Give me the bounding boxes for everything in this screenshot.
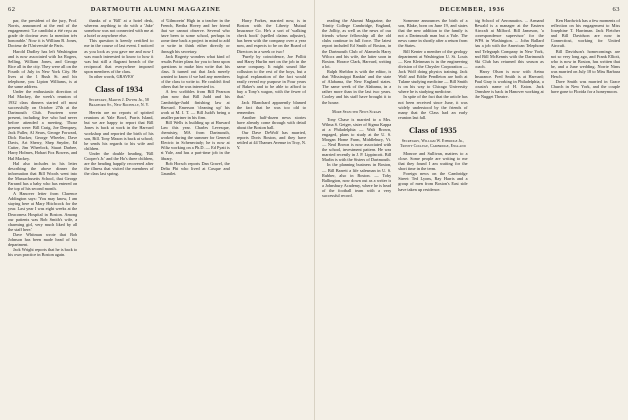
paragraph: In other words, GRAVES': [89, 74, 134, 80]
paragraph: par, the president of the jury, Prof. Norris, announced at the end of the engagement: 'Le candidat a été reçu au grade de docteur avec la mention très honorable.' Now it is William B. Jones, Docteur de l'Université de Paris.: [8, 18, 78, 49]
paragraph: Harold Dudley has left Washington and is now associated with Ira Rogers, Selling, William Jones, and George Rice all in the city. They were all on the Fourth of July in New York City. He lives at the 1 Bush St. and his telephone, you Lipton Williams, is at the same address.: [8, 48, 78, 90]
paragraph: Bill Kenter a member of the geology department at Washington U. St. Louis — Ken Kleinman is in the engineering division of the Chrysler Corporation — Jack Wolf doing physics training. Jack Wolf and Eddie Pendleton are both at Tulane studying medicine — Bill Smith is on his way to Chicago University where he is studying medicine.: [398, 48, 468, 95]
paragraph: Jack Wright reports that he is back to his own practice in Boston again.: [8, 247, 78, 258]
paragraph: Ralph Sheldon is with the editor, is that 'Mississippi Rankin' and the state of Alabama, the New England states. The same week of the Alabama, in a rather more than in the last two years. Cooley and his staff have brought it to the house.: [322, 68, 392, 105]
paragraph: Hal also includes in his letter describing the above dinner the information that Bill Woods went into the Massachusetts School, that George Farrand has a baby who has entered on the top of his second month.: [8, 160, 78, 192]
column-3: [161, 18, 230, 416]
paragraph: reading the Alumni Magazine, the Trinity College Cambridge, England, the Jollity, as well as the news of our friends whose fellowship all the old clubs continue in full force. The latest report included Ed Smith of Boston, in the Dartmouth Club of Alameda Harry Wilcox and his wife, the latter soon in Boston. Horace Clark, Harvard, writing a lot.: [322, 18, 392, 69]
paragraph: Harry Forkes, married now, is in Boston with the Liberty Mutual Insurance Co. He's a sort of 'walking check book' (spelled claims adjuster), has been with the company over a year now, and expects to be on the Board of Directors in a week or two!: [236, 18, 306, 54]
paragraph: thanks of a 'Bill' at a hotel desk, whereas anything to do with a 'Jake' somehow was not connected with me at a hotel or anywhere else.: [84, 18, 154, 39]
paragraph: A few scribbles from Bill Pearson plan now that Bill Judd and his Cambridge-Judd finishing law at Harvard. Emerson 'cleaning up' his work at M. I. T. — Bill Judd's being a smaller partner in his firm.: [160, 89, 230, 120]
paragraph: 'Purely by coincidence, Joe Pollitt and Harry Hurlin met on the job in the same company. It might sound like collusion to the rest of the boys, but a logical explanation of the fact would easily reveal my purpose in Four years of Baker's and to be able to afford to buy a Tony's wagon, with the fewer of that.': [236, 53, 306, 100]
paragraph: Under the enthusiastic direction of Hal Mackey, the week's reunion of 1932 class dinners started off most successfully on October 27th at the Dartmouth Club. Fourteen were present, including five who had never before attended a meeting. Those present were: Bill Craig, Joe Dempsey, Jack Fuller, Al Sears, George Forward, Dick Rucker, George Wheeler, Dave Davis, Art Sherry, Shep Snyder, Ed Cutter, Jim Wheelock, Stuart Darbee, Harry Holmes, Hobart Fox Bowers, and Hal Mackey.: [8, 89, 78, 161]
paragraph: Harry Olson is now with Aetna Insurance. Fred Smith is at Harvard; Paul Gray is working in Philadelphia, a cousin's name of H. Eaton. Jack Ormsbee is back in Hanover working at the Nugget Theatre.: [474, 68, 544, 100]
column-3: [475, 18, 544, 416]
page-number: 62: [8, 6, 16, 13]
column-2: [84, 18, 153, 416]
paragraph: Monroe and Sullivan, matters to a close. Some people are writing to me that they found I am waiting for the short time in the term.: [398, 150, 468, 172]
paragraph: Tony Chase is married to a Mrs. Wilma S. Geiger, sister of Sigma Kappa at a Philadelphia — Walt Brown, engaged, plans to study at the U. S. Morgan Home Farm, Middlebury, Vt. — Neal Brown is now associated with the school, investment pattern. He was married recently in J. P. Lippincott. Bill Marlin is with the Sisters of Dartmouth.: [322, 116, 392, 163]
paragraph: Another half-dozen news stories have already come through with detail about the Boston ball.: [236, 114, 306, 130]
paragraph: of 'Gilmorein' High in a teacher in the French, Bertha Hovey and her friend that we cannot observe. Several who have been to some school, perhaps in some time back a project in mind to add or write in think either directly or through his secretary.: [160, 18, 230, 54]
right-page-header: [322, 4, 620, 15]
paragraph: Jack Rogerty wonders what kind of results Potter plans for you to hear upon questions to make him write that his class. It turned out that Jack merely wanted to know if we had any members of the class to write to. He couldn't find others that he was interested in.: [160, 53, 230, 90]
left-page-header: [8, 4, 306, 15]
paragraph: In spite of the fact that the article has not been received since June, it was widely understood by the friends of many that the Class had an early reunion last fall.: [398, 94, 468, 120]
class-1934-secretary: Secretary, Martin J. Dwyer Jr., 58 Bradford St., New Rochelle, N. Y.: [88, 97, 149, 108]
paragraph: Dave Whitman wrote that Bob Johnson has been made head of his department.: [8, 231, 78, 248]
paragraph: Foreign news on the Cambridge Street: Ted Lyons, Ray Harris and a group of men from Boston's East side have taken up residence.: [398, 171, 468, 192]
paragraph: Under the double heading, 'Bill Cooper's Jr.' and the Ho's three children, are the heading happily recovered after the illness that visited the members of the class last spring.: [84, 150, 154, 177]
paragraph: big School of Aeronautics. ... Armand Bewald is a manager at the Eastern Aircraft at Milford. Bill Jameson, 'a correspondence supervisor' for the WPA in Washington. ... John Ballard has a job with the American Telephone and Telegraph Company in New York, and Bill McKennis with the Dartmouth Ski Club has returned this season as coach.: [474, 18, 544, 69]
paragraph: This question is keenly certified to me in the course of last event. I noticed as you look as you gave me and now I was much interested to know to how it was but still a flagrant breach of the reciprocal that everywhere imposed upon members of the class.: [84, 38, 154, 74]
paragraph: Bill Davidson's homecomings are not so very long ago, and Frank Elliott, who is now in Boston, has written that he, and a June wedding. Norrie Nims was married on July 18 to Miss Barbara Hesch.: [550, 48, 620, 80]
column-4: [237, 18, 306, 416]
running-title: DECEMBER, 1936: [439, 6, 505, 13]
class-1934-heading: Class of 1934: [95, 84, 143, 95]
paragraph: Bill Wells is building up at Harvard Law this year. Charles Levesque, chemistry, MA from Dartmouth, worked during the summer for General Electric in Schenectady; he is now at Wiltz working on a Ph.D. — Ed Pyatt is at Yale, and has a part-time job in the library.: [160, 119, 230, 161]
paragraph: Our Dave DeWolf has married, reports Doris Boston, and they have settled at 44 Thames Avenue in Troy, N. Y.: [236, 130, 306, 151]
right-page: [314, 0, 628, 420]
class-1935-heading: Class of 1935: [409, 124, 457, 135]
column-1: [8, 18, 77, 416]
column-1: [322, 18, 391, 416]
paragraph: Jack Blanchard apparently blamed the fact that he was too old to remember.: [236, 99, 306, 115]
running-title: DARTMOUTH ALUMNI MAGAZINE: [90, 6, 221, 13]
left-page-columns: [8, 18, 306, 416]
class-1935-secretary: Secretary, William W. Ethridge Jr., Trinity College, Cambridge, England: [400, 137, 466, 148]
paragraph: In the planning business in Boston, — Bill Barrett a life salesman in U. S. Rubber, also in Boston. — Toby Ballington, now down out as a writer is a Johnsbury Academy, where he is head of the football team with a very successful record.: [322, 162, 392, 198]
right-page-columns: [322, 18, 620, 416]
paragraph: Ken Hardwick has a few moments of reflection on his engagement to Miss Josephine T. Harriman. Jack Fletcher and Bill Davidson are now in Connecticut, working for United Aircraft.: [550, 18, 620, 49]
paragraph: Herein are no reports of spirited reunions at Yale Bowl, Parris Island, but we are happy to report that Bill Jones is back at work in the Harvard workshop and reported the birth of his son, Bill. Tony Mason is back at school; he sends his regards to his wife and children.: [84, 110, 154, 151]
paragraph: Someone announces the birth of a son, Blake, born on June 19, and states that the new addition to the family is not a Dartmouth man but a Yale. The news came in shortly after a return from the States.: [398, 18, 468, 49]
more-selected-heading: More Selected News Scraps: [332, 108, 382, 114]
page-number: 63: [612, 6, 620, 13]
paragraph: Bob Horsch reports Dan Gravel, the Delta Phi who lived at Casque and Gauntlet.: [160, 160, 230, 176]
column-4: [551, 18, 620, 416]
paragraph: A Hanover letter from Clarence Addington says: 'You may know, I am staying here at Mary Hitchcock for the year. Last year I was eight weeks at the Deaconess Hospital in Boston. Among our patients was Bob Smith's wife, a charming girl, very much liked by all the staff here.': [8, 191, 78, 232]
paragraph: Dave Smith was married in Grace Church in New York, and the couple have gone to Florida for a honeymoon.: [550, 79, 620, 95]
column-2: [398, 18, 467, 416]
